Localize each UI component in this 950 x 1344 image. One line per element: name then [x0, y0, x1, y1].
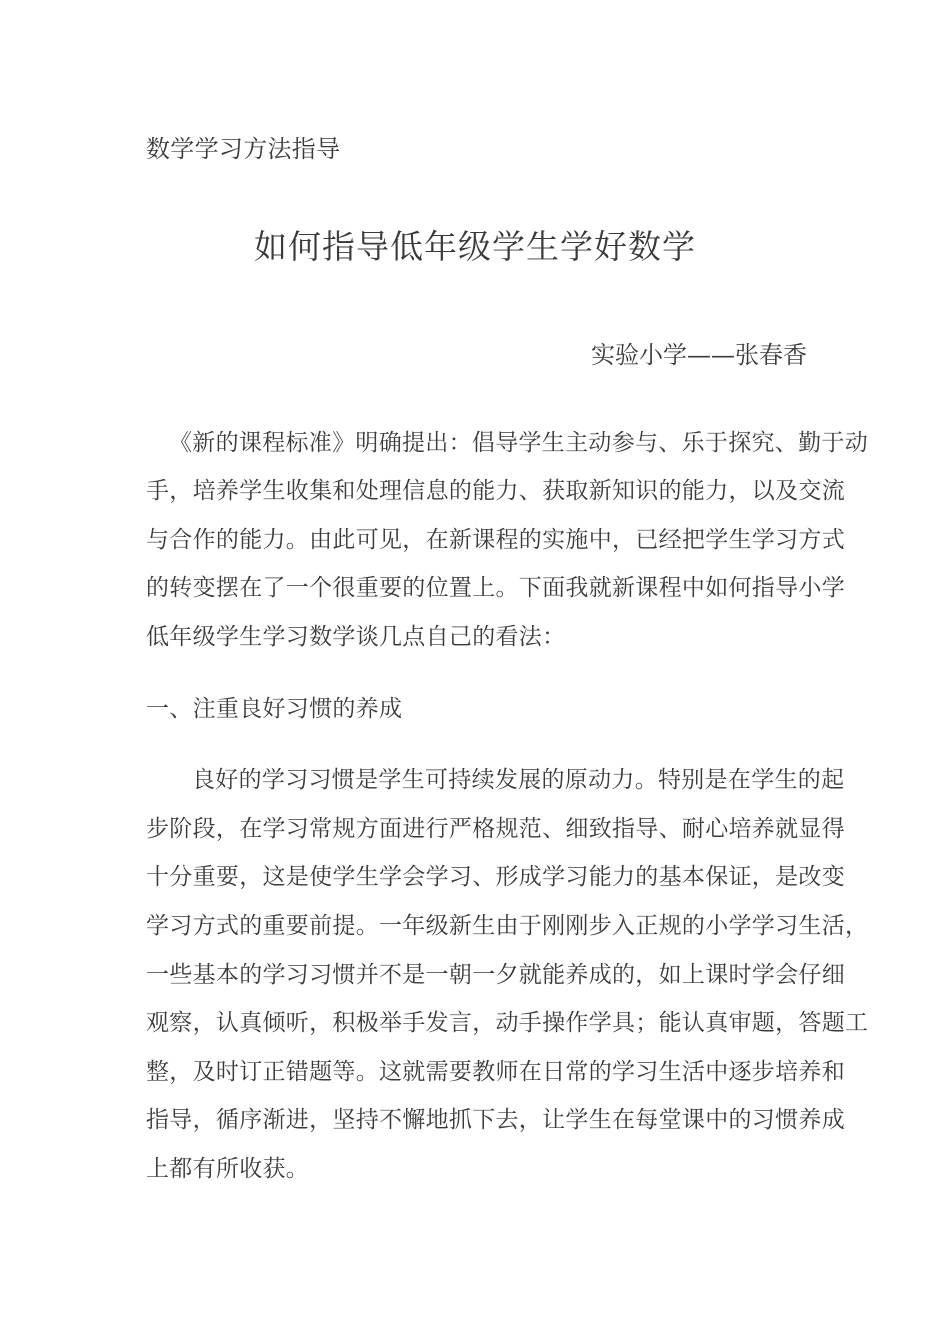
intro-line: 低年级学生学习数学谈几点自己的看法：	[146, 624, 566, 650]
section1-line: 整，及时订正错题等。这就需要教师在日常的学习生活中逐步培养和	[146, 1059, 845, 1085]
section1-line: 上都有所收获。	[146, 1156, 310, 1182]
section1-line: 指导，循序渐进，坚持不懈地抓下去，让学生在每堂课中的习惯养成	[146, 1107, 845, 1133]
section1-line: 良好的学习习惯是学生可持续发展的原动力。特别是在学生的起	[192, 767, 845, 793]
section1-line: 步阶段，在学习常规方面进行严格规范、细致指导、耐心培养就显得	[146, 816, 845, 842]
section1-line: 十分重要，这是使学生学会学习、形成学习能力的基本保证，是改变	[146, 864, 845, 890]
page-title: 如何指导低年级学生学好数学	[254, 227, 696, 266]
section1-line: 学习方式的重要前提。一年级新生由于刚刚步入正规的小学学习生活，	[146, 913, 869, 939]
header-label: 数学学习方法指导	[146, 135, 341, 163]
intro-line: 手，培养学生收集和处理信息的能力、获取新知识的能力，以及交流	[146, 478, 845, 504]
intro-line: 的转变摆在了一个很重要的位置上。下面我就新课程中如何指导小学	[146, 575, 845, 601]
section1-line: 观察，认真倾听，积极举手发言，动手操作学具；能认真审题，答题工	[146, 1010, 869, 1036]
author-line: 实验小学——张春香	[591, 341, 807, 369]
section-heading: 一、注重良好习惯的养成	[146, 696, 403, 722]
section1-line: 一些基本的学习习惯并不是一朝一夕就能养成的，如上课时学会仔细	[146, 962, 845, 988]
intro-line: 与合作的能力。由此可见，在新课程的实施中，已经把学生学习方式	[146, 527, 845, 553]
intro-line: 《新的课程标准》明确提出：倡导学生主动参与、乐于探究、勤于动	[169, 430, 868, 456]
